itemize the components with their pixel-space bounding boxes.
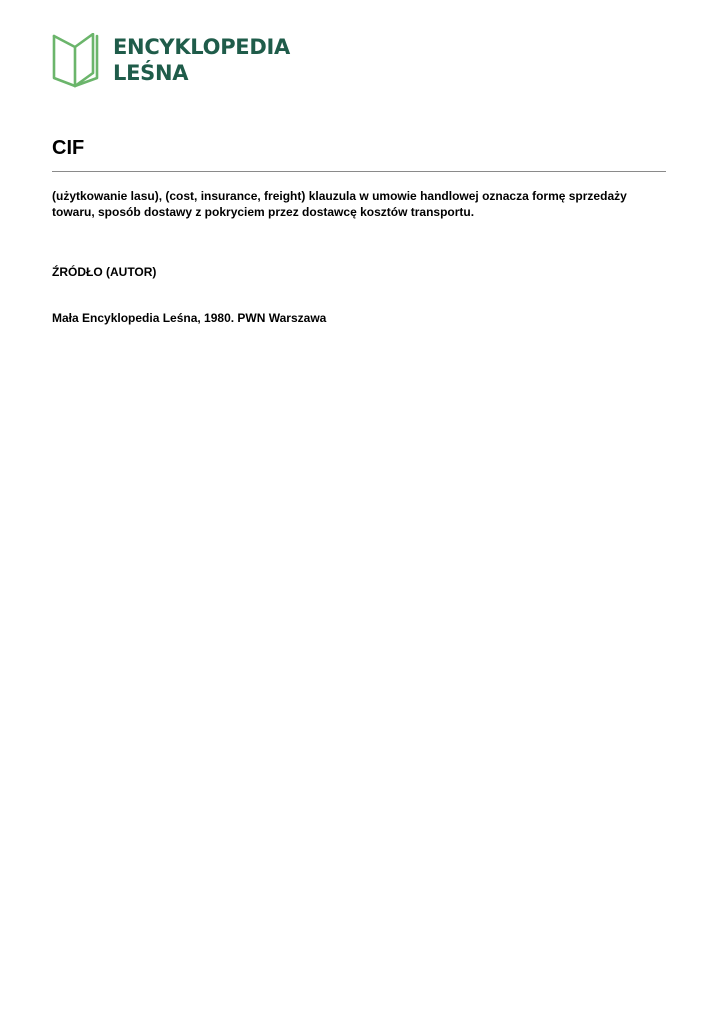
- title-divider: [52, 171, 666, 172]
- source-heading: ŹRÓDŁO (AUTOR): [52, 265, 157, 279]
- site-logo[interactable]: [52, 33, 290, 88]
- entry-title: CIF: [52, 137, 85, 159]
- logo-line-1: ENCYKLOPEDIA: [113, 35, 290, 59]
- logo-line-2: LEŚNA: [113, 61, 189, 85]
- logo-wordmark: [113, 34, 290, 86]
- entry-definition: (użytkowanie lasu), (cost, insurance, freight) klauzula w umowie handlowej oznacza formę sprzedaży towaru, sposób dostawy z pokryciem przez dostawcę kosztów transportu.: [52, 189, 627, 219]
- source-text: Mała Encyklopedia Leśna, 1980. PWN Warszawa: [52, 311, 327, 325]
- open-book-icon: [52, 33, 99, 88]
